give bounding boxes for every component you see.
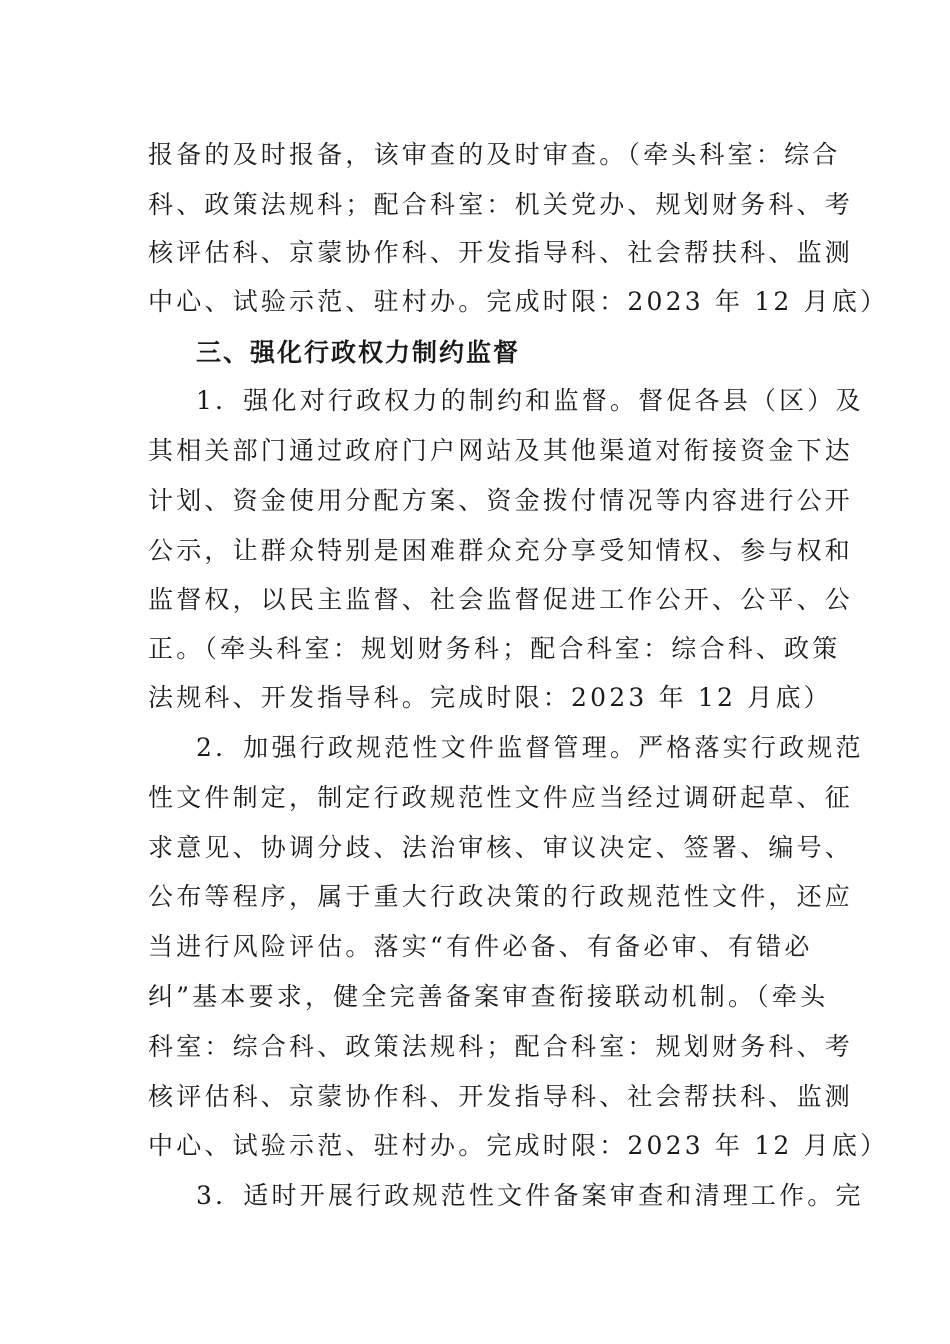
- text-line: 核评估科、京蒙协作科、开发指导科、社会帮扶科、监测: [148, 238, 854, 267]
- text-line: 纠”基本要求，健全完善备案审查衔接联动机制。（牵头: [148, 982, 829, 1011]
- text-line: 计划、资金使用分配方案、资金拨付情况等内容进行公开: [148, 486, 854, 515]
- section-heading: 三、强化行政权力制约监督: [196, 338, 521, 367]
- text-line: 其相关部门通过政府门户网站及其他渠道对衔接资金下达: [148, 436, 854, 465]
- text-line: 核评估科、京蒙协作科、开发指导科、社会帮扶科、监测: [148, 1082, 854, 1111]
- text-line: 性文件制定，制定行政规范性文件应当经过调研起草、征: [148, 783, 854, 812]
- text-line: 中心、试验示范、驻村办。完成时限：2023 年 12 月底）: [148, 287, 889, 316]
- text-line: 科室：综合科、政策法规科；配合科室：规划财务科、考: [148, 1032, 854, 1061]
- text-line: 求意见、协调分歧、法治审核、审议决定、签署、编号、: [148, 833, 854, 862]
- text-line: 法规科、开发指导科。完成时限：2023 年 12 月底）: [148, 683, 832, 712]
- text-line: 中心、试验示范、驻村办。完成时限：2023 年 12 月底）: [148, 1131, 889, 1160]
- paragraph-start-line: 3．适时开展行政规范性文件备案审查和清理工作。完: [196, 1181, 864, 1210]
- paragraph-start-line: 2．加强行政规范性文件监督管理。严格落实行政规范: [196, 733, 864, 762]
- text-line: 报备的及时报备，该审查的及时审查。（牵头科室：综合: [148, 140, 841, 169]
- text-line: 公示，让群众特别是困难群众充分享受知情权、参与权和: [148, 536, 854, 565]
- text-line: 监督权，以民主监督、社会监督促进工作公开、公平、公: [148, 585, 854, 614]
- paragraph-start-line: 1．强化对行政权力的制约和监督。督促各县（区）及: [196, 386, 864, 415]
- text-line: 正。（牵头科室：规划财务科；配合科室：综合科、政策: [148, 634, 841, 663]
- text-line: 当进行风险评估。落实“有件必备、有备必审、有错必: [148, 932, 813, 961]
- text-line: 公布等程序，属于重大行政决策的行政规范性文件，还应: [148, 882, 854, 911]
- text-line: 科、政策法规科；配合科室：机关党办、规划财务科、考: [148, 190, 854, 219]
